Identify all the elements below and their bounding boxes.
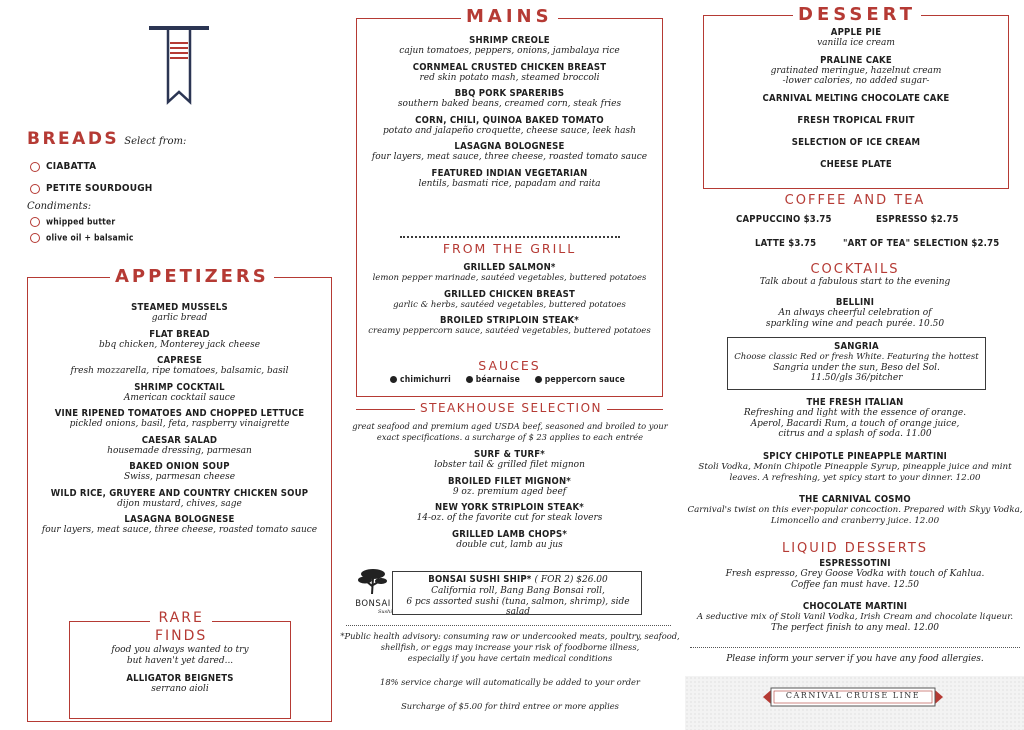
dotted-divider — [346, 625, 671, 626]
coffee-row-2 — [755, 238, 816, 249]
liquid-espressotini: ESPRESSOTINI Fresh espresso, Grey Goose Vodka with touch of Kahlua. Coffee fan must have. 12.50 — [725, 558, 985, 590]
list-item: GRILLED CHICKEN BREAST garlic & herbs, sautéed vegetables, buttered potatoes — [393, 288, 626, 310]
bread-option-ciabatta[interactable]: CIABATTA — [30, 161, 96, 172]
coffee-item: "ART OF TEA" SELECTION $2.75 — [843, 238, 1000, 249]
breads-title: BREADS — [27, 129, 120, 149]
notes: *Public health advisory: consuming raw or undercooked meats, poultry, seafood, shellfish, or eggs may increase your risk of foodborne illness, especially if you have certain medical conditions 18% service charge will automatically be added to your order Surcharge of $5.00 for third entree or more applies — [340, 631, 680, 711]
appetizers-list — [30, 302, 329, 536]
sauce-item: béarnaise — [466, 375, 520, 385]
cocktail-chipotle-martini: SPICY CHIPOTLE PINEAPPLE MARTINI Stoli Vodka, Monin Chipotle Pineapple Syrup, pineapple juice and mint leaves. A refreshing, yet spicy start to your dinner. 12.00 — [698, 451, 1012, 483]
appetizers-title: APPETIZERS — [110, 266, 274, 287]
list-item: NEW YORK STRIPLOIN STEAK* 14-oz. of the favorite cut for steak lovers — [416, 502, 603, 523]
condiments-label: Condiments: — [27, 201, 92, 212]
grill-list — [358, 262, 661, 337]
mains-title: MAINS — [461, 6, 558, 27]
breads-section — [27, 129, 327, 149]
list-item: CORNMEAL CRUSTED CHICKEN BREAST red skin potato mash, steamed broccoli — [412, 61, 607, 83]
steakhouse-intro: great seafood and premium aged USDA beef, seasoned and broiled to your exact specifications. a surcharge of $ 23 applies to each entrée — [352, 421, 668, 442]
list-item: ALLIGATOR BEIGNETS serrano aioli — [126, 673, 234, 694]
coffee-title: COFFEE AND TEA — [784, 193, 926, 208]
list-item: PRALINE CAKE gratinated meringue, hazelnut cream -lower calories, no added sugar- — [770, 54, 942, 86]
radio-icon[interactable] — [30, 184, 40, 194]
rare-finds-title: RARE FINDS — [150, 609, 212, 645]
list-item: SHRIMP COCKTAIL American cocktail sauce — [123, 381, 236, 403]
bonsai-logo: BONSAI Sushi — [350, 566, 396, 615]
cocktail-carnival-cosmo: THE CARNIVAL COSMO Carnival's twist on this ever-popular concoction. Prepared with Skyy Vodka, Limoncello and cranberry juice. 12.00 — [687, 494, 1023, 526]
radio-icon[interactable] — [30, 233, 40, 243]
list-item: APPLE PIE vanilla ice cream — [817, 27, 895, 48]
liquid-chocolate-martini: CHOCOLATE MARTINI A seductive mix of Stoli Vanil Vodka, Irish Cream and chocolate liqueur. The perfect finish to any meal. 12.00 — [696, 601, 1014, 633]
list-item: GRILLED LAMB CHOPS* double cut, lamb au jus — [451, 528, 567, 550]
bread-option-sourdough[interactable]: PETITE SOURDOUGH — [30, 183, 153, 194]
list-item: CARNIVAL MELTING CHOCOLATE CAKE — [762, 92, 950, 104]
condiment-option-butter[interactable]: whipped butter — [30, 217, 115, 228]
cocktails-title: COCKTAILS — [810, 262, 900, 277]
list-item: WILD RICE, GRUYERE AND COUNTRY CHICKEN SOUP dijon mustard, chives, sage — [50, 487, 309, 509]
rare-finds-content: food you always wanted to try but haven't yet dared... ALLIGATOR BEIGNETS serrano aioli — [70, 645, 290, 695]
sauces-title: SAUCES — [478, 358, 541, 373]
list-item: FLAT BREAD bbq chicken, Monterey jack cheese — [98, 328, 261, 350]
list-item: FEATURED INDIAN VEGETARIAN lentils, basmati rice, papadam and raita — [418, 167, 601, 189]
radio-icon[interactable] — [30, 217, 40, 227]
brand-name: CARNIVAL CRUISE LINE — [785, 691, 921, 700]
cocktail-sangria: SANGRIA Choose classic Red or fresh White. Featuring the hottest Sangria under the sun, Beso del Sol. 11.50/gls 36/pitcher — [734, 341, 979, 383]
dotted-divider — [400, 236, 620, 238]
coffee-row-1 — [736, 214, 832, 225]
breads-select-from: Select from: — [124, 136, 187, 147]
sauces-list — [390, 375, 650, 385]
steakhouse-list — [358, 449, 661, 550]
steakhouse-title: STEAKHOUSE SELECTION — [415, 401, 607, 415]
sauce-item: peppercorn sauce — [535, 375, 625, 385]
cocktails-tagline: Talk about a fabulous start to the evening — [759, 277, 951, 287]
list-item: FRESH TROPICAL FRUIT — [797, 114, 915, 126]
mains-list — [358, 35, 661, 189]
allergy-note: Please inform your server if you have any food allergies. — [726, 654, 984, 664]
dotted-divider — [690, 647, 1020, 648]
list-item: GRILLED SALMON* lemon pepper marinade, sautéed vegetables, buttered potatoes — [372, 262, 647, 283]
condiment-option-oil[interactable]: olive oil + balsamic — [30, 233, 134, 244]
list-item: STEAMED MUSSELS garlic bread — [131, 302, 228, 323]
list-item: LASAGNA BOLOGNESE four layers, meat sauce, three cheese, roasted tomato sauce — [371, 141, 648, 162]
cocktail-fresh-italian: THE FRESH ITALIAN Refreshing and light with the essence of orange. Aperol, Bacardi Rum, a touch of orange juice, citrus and a splash of soda. 11.00 — [743, 397, 967, 439]
list-item: SELECTION OF ICE CREAM — [791, 136, 921, 148]
coffee-row-2b — [843, 238, 999, 249]
bullet-icon — [535, 376, 542, 383]
list-item: CORN, CHILI, QUINOA BAKED TOMATO potato and jalapeño croquette, cheese sauce, leek hash — [383, 114, 636, 136]
ribbon-logo-icon — [148, 20, 210, 106]
sauce-item: chimichurri — [390, 375, 451, 385]
bullet-icon — [466, 376, 473, 383]
grill-title: FROM THE GRILL — [442, 241, 577, 256]
list-item: VINE RIPENED TOMATOES AND CHOPPED LETTUCE pickled onions, basil, feta, raspberry vinaigrette — [54, 408, 305, 429]
bonsai-item: BONSAI SUSHI SHIP* ( FOR 2) $26.00 California roll, Bang Bang Bonsai roll, 6 pcs assorted sushi (tuna, salmon, shrimp), side salad — [406, 574, 630, 617]
cocktail-bellini: BELLINI An always cheerful celebration of sparkling wine and peach purée. 10.50 — [765, 297, 945, 329]
list-item: BROILED STRIPLOIN STEAK* creamy peppercorn sauce, sautéed vegetables, buttered potatoes — [368, 315, 651, 336]
list-item: SHRIMP CREOLE cajun tomatoes, peppers, onions, jambalaya rice — [399, 35, 620, 56]
coffee-item: ESPRESSO $2.75 — [876, 214, 959, 225]
coffee-item: CAPPUCCINO $3.75 — [736, 214, 832, 225]
coffee-row-1b — [876, 214, 959, 225]
list-item: BROILED FILET MIGNON* 9 oz. premium aged beef — [448, 475, 571, 497]
list-item: BAKED ONION SOUP Swiss, parmesan cheese — [123, 461, 236, 482]
radio-icon[interactable] — [30, 162, 40, 172]
list-item: BBQ PORK SPARERIBS southern baked beans, creamed corn, steak fries — [397, 88, 622, 109]
list-item: CAPRESE fresh mozzarella, ripe tomatoes, balsamic, basil — [70, 355, 289, 376]
liquid-desserts-title: LIQUID DESSERTS — [781, 541, 929, 556]
list-item: CAESAR SALAD housemade dressing, parmesan — [107, 434, 252, 456]
dessert-title: DESSERT — [793, 4, 921, 25]
bullet-icon — [390, 376, 397, 383]
list-item: CHEESE PLATE — [820, 158, 892, 170]
bonsai-tree-icon — [356, 566, 390, 596]
list-item: SURF & TURF* lobster tail & grilled filet mignon — [434, 449, 585, 470]
list-item: LASAGNA BOLOGNESE four layers, meat sauce, three cheese, roasted tomato sauce — [41, 514, 318, 535]
dessert-list — [705, 27, 1007, 170]
coffee-item: LATTE $3.75 — [755, 238, 817, 249]
